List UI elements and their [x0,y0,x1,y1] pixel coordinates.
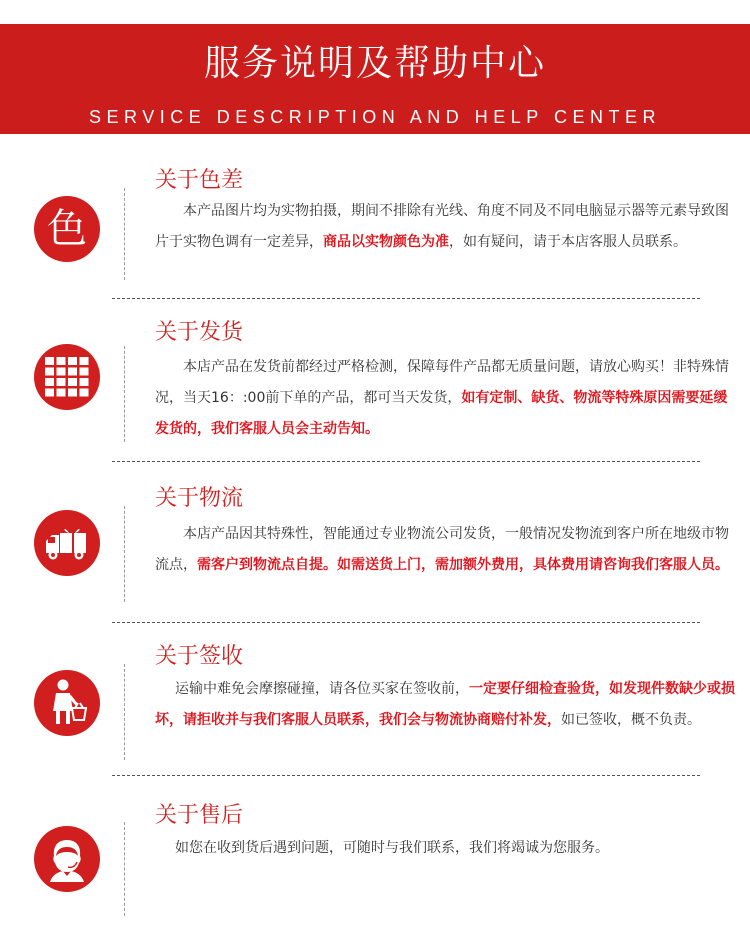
body-highlight: 需客户到物流点自提。如需送货上门，需加额外费用，具体费用请咨询我们客服人员。 [197,557,729,573]
section-body-logistics [155,519,735,581]
customer-service-icon [34,826,100,892]
shopper-icon [34,670,100,736]
grid-icon [34,344,100,410]
body-text: ，如有疑问，请于本店客服人员联系。 [449,234,687,250]
page-title: 服务说明及帮助中心 [203,43,546,84]
body-highlight: 一定要仔细检查验货，如发现件数缺少或损坏，请拒收并与我们客服人员联系，我们会与物流协商赔付补发， [155,681,735,728]
body-highlight: 如有定制、缺货、物流等特殊原因需要延缓发货的，我们客服人员会主动告知。 [155,390,728,437]
body-text: 本产品图片均为实物拍摄，期间不排除有光线、角度不同及不同电脑显示器等元素导致图片于实物色调有一定差异， [155,203,729,250]
header-banner [0,24,750,134]
section-title-shipping: 关于发货 [155,320,244,345]
body-text: 如您在收到货后遇到问题，可随时与我们联系，我们将竭诚为您服务。 [175,840,609,856]
section-divider [112,775,700,776]
color-char-icon [34,196,100,262]
body-text: 运输中难免会摩擦碰撞，请各位买家在签收前， [175,681,469,697]
section-body-receipt [155,674,735,736]
vertical-separator [124,346,125,442]
body-highlight: 商品以实物颜色为准 [323,234,449,250]
page-subtitle: SERVICE DESCRIPTION AND HELP CENTER [89,107,661,127]
section-divider [112,622,700,623]
section-title-receipt: 关于签收 [155,644,244,669]
delivery-truck-icon [34,510,100,576]
vertical-separator [124,506,125,602]
section-divider [112,461,700,462]
vertical-separator [124,664,125,760]
vertical-separator [124,188,125,280]
section-title-after-sales: 关于售后 [155,803,244,828]
body-text: 如已签收，概不负责。 [561,712,701,728]
section-divider [112,298,700,299]
vertical-separator [124,822,125,916]
icon-glyph: 色 [47,206,87,252]
section-title-logistics: 关于物流 [155,486,244,511]
section-body-color-difference [155,196,735,258]
body-text: 本店产品在发货前都经过严格检测，保障每件产品都无质量问题，请放心购买！非特殊情况，当天16：:00前下单的产品，都可当天发货， [155,359,729,406]
section-body-shipping [155,352,735,445]
section-body-after-sales [155,833,735,864]
section-title-color-difference: 关于色差 [155,168,244,193]
body-text: 本店产品因其特殊性，智能通过专业物流公司发货，一般情况发物流到客户所在地级市物流点， [155,526,729,573]
